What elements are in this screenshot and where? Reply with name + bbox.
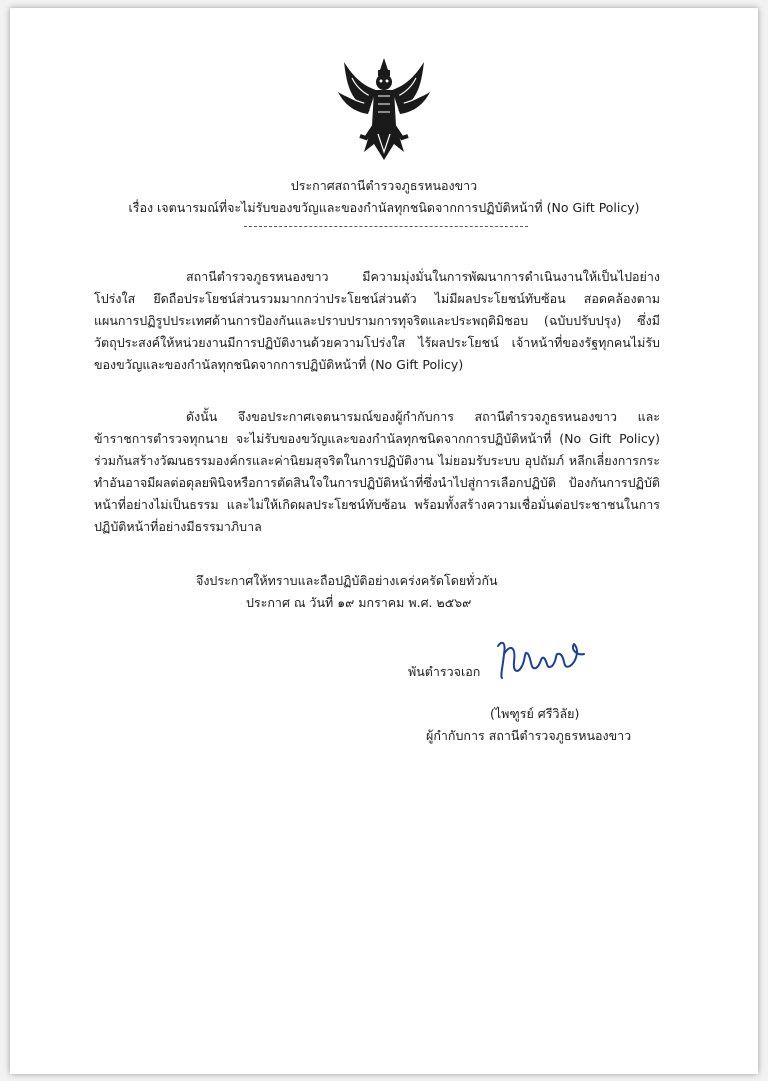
paragraph-intro xyxy=(94,266,660,376)
paragraph-intro-text: สถานีตำรวจภูธรหนองขาว มีความมุ่งมั่นในการพัฒนาการดำเนินงานให้เป็นไปอย่างโปร่งใส ยึดถือประโยชน์ส่วนรวมมากกว่าประโยชน์ส่วนตัว ไม่มีผลประโยชน์ทับซ้อน สอดคล้องตามแผนการปฏิรูปประเทศด้านการป้องกันและปราบปรามการทุจริตและประพฤติมิชอบ (ฉบับปรับปรุง) ซึ่งมีวัตถุประสงค์ให้หน่วยงานมีการปฏิบัติงานด้วยความโปร่งใส ไร้ผลประโยชน์ เจ้าหน้าที่ของรัฐทุกคนไม่รับของขวัญและของกำนัลทุกชนิดจากการปฏิบัติหน้าที่ (No Gift Policy) xyxy=(94,269,660,372)
handwritten-signature xyxy=(488,636,588,684)
paragraph-declaration xyxy=(94,406,660,538)
signer-rank: พันตำรวจเอก xyxy=(408,664,481,679)
paragraph-declaration-text: ดังนั้น จึงขอประกาศเจตนารมณ์ของผู้กำกับการ สถานีตำรวจภูธรหนองขาว และข้าราชการตำรวจทุกนาย จะไม่รับของขวัญและของกำนัลทุกชนิดจากการปฏิบัติหน้าที่ (No Gift Policy) ร่วมกันสร้างวัฒนธรรมองค์กรและค่านิยมสุจริตในการปฏิบัติงาน ไม่ยอมรับระบบ อุปถัมภ์ หลีกเลี่ยงการกระทำอันอาจมีผลต่อดุลยพินิจหรือการตัดสินใจในการปฏิบัติหน้าที่ซึ่งนำไปสู่การเลือกปฏิบัติ ป้องกันการปฏิบัติหน้าที่อย่างไม่เป็นธรรม และไม่ให้เกิดผลประโยชน์ทับซ้อน พร้อมทั้งสร้างความเชื่อมั่นต่อประชาชนในการปฏิบัติหน้าที่อย่างมีธรรมาภิบาล xyxy=(94,409,660,534)
divider xyxy=(244,226,528,227)
document-page xyxy=(10,8,758,1074)
signer-position: ผู้กำกับการ สถานีตำรวจภูธรหนองขาว xyxy=(426,728,632,743)
garuda-emblem-icon xyxy=(334,56,434,168)
announcement-date: ประกาศ ณ วันที่ ๑๙ มกราคม พ.ศ. ๒๕๖๙ xyxy=(246,595,472,610)
announcement-subject: เรื่อง เจตนารมณ์ที่จะไม่รับของขวัญและของกำนัลทุกชนิดจากการปฏิบัติหน้าที่ (No Gift Policy) xyxy=(128,200,640,215)
closing-statement: จึงประกาศให้ทราบและถือปฏิบัติอย่างเคร่งครัดโดยทั่วกัน xyxy=(196,573,498,588)
announcement-title: ประกาศสถานีตำรวจภูธรหนองขาว xyxy=(290,178,478,193)
signer-name: (ไพฑูรย์ ศรีวิลัย) xyxy=(490,706,580,721)
